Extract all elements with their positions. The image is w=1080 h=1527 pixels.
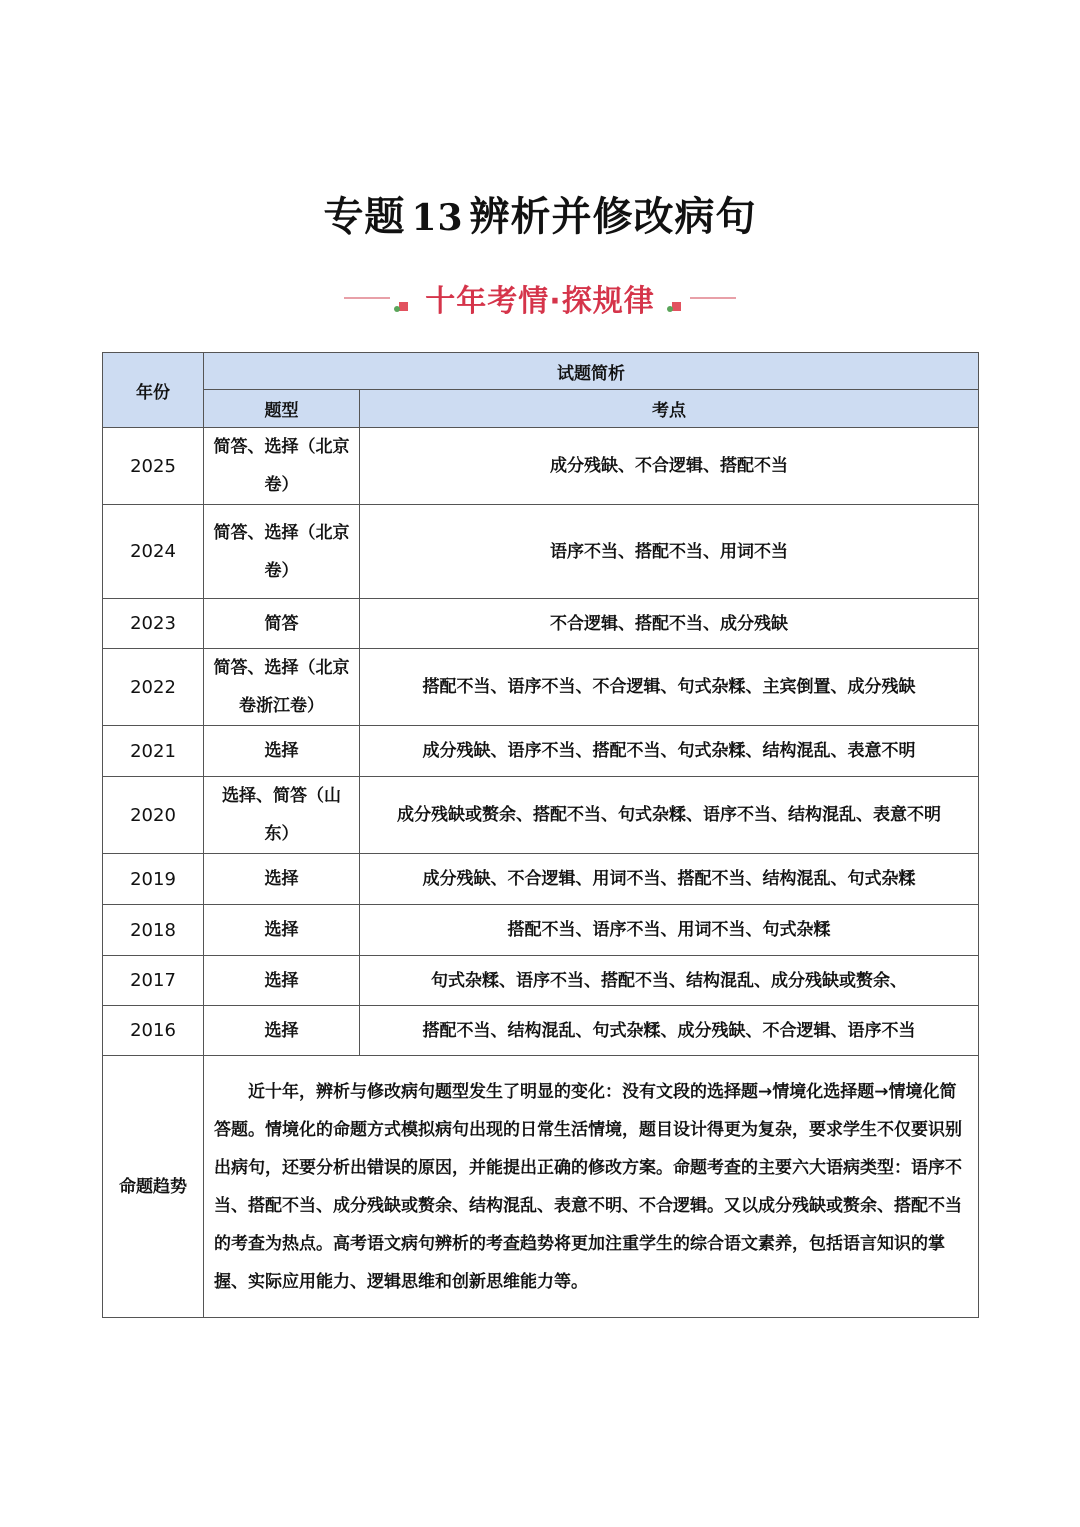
trend-text <box>204 1056 979 1318</box>
divider-right <box>690 297 736 299</box>
flower-icon <box>399 302 408 311</box>
type-cell: 选择、简答（山东） <box>204 777 360 854</box>
year-cell: 2016 <box>103 1006 204 1056</box>
type-cell: 选择 <box>204 726 360 777</box>
table-row <box>103 905 979 956</box>
flower-icon <box>672 302 681 311</box>
year-cell: 2024 <box>103 505 204 599</box>
point-cell: 搭配不当、语序不当、用词不当、句式杂糅 <box>360 905 979 956</box>
point-cell: 搭配不当、结构混乱、句式杂糅、成分残缺、不合逻辑、语序不当 <box>360 1006 979 1056</box>
table-row <box>103 428 979 505</box>
exam-table <box>102 352 979 1318</box>
header-year: 年份 <box>103 353 204 428</box>
title-number: 13 <box>411 197 464 239</box>
trend-row <box>103 1056 979 1318</box>
year-cell: 2020 <box>103 777 204 854</box>
type-cell: 简答、选择（北京卷） <box>204 505 360 599</box>
table-header-row <box>103 353 979 390</box>
divider-left <box>344 297 390 299</box>
table-row <box>103 599 979 649</box>
trend-label: 命题趋势 <box>103 1056 204 1318</box>
year-cell: 2018 <box>103 905 204 956</box>
table-row <box>103 854 979 905</box>
point-cell: 不合逻辑、搭配不当、成分残缺 <box>360 599 979 649</box>
table-row <box>103 726 979 777</box>
year-cell: 2019 <box>103 854 204 905</box>
type-cell: 选择 <box>204 905 360 956</box>
year-cell: 2017 <box>103 956 204 1006</box>
table-row <box>103 1006 979 1056</box>
point-cell: 成分残缺、不合逻辑、搭配不当 <box>360 428 979 505</box>
subtitle-text: 十年考情·探规律 <box>425 284 655 319</box>
year-cell: 2023 <box>103 599 204 649</box>
table-row <box>103 649 979 726</box>
year-cell: 2022 <box>103 649 204 726</box>
type-cell: 简答 <box>204 599 360 649</box>
section-subtitle <box>0 276 1080 320</box>
title-prefix: 专题 <box>323 194 406 240</box>
point-cell: 语序不当、搭配不当、用词不当 <box>360 505 979 599</box>
page-title <box>0 185 1080 242</box>
point-cell: 句式杂糅、语序不当、搭配不当、结构混乱、成分残缺或赘余、 <box>360 956 979 1006</box>
year-cell: 2021 <box>103 726 204 777</box>
point-cell: 成分残缺或赘余、搭配不当、句式杂糅、语序不当、结构混乱、表意不明 <box>360 777 979 854</box>
type-cell: 简答、选择（北京卷浙江卷） <box>204 649 360 726</box>
trend-paragraph: 近十年，辨析与修改病句题型发生了明显的变化：没有文段的选择题→情境化选择题→情境化简答题。情境化的命题方式模拟病句出现的日常生活情境，题目设计得更为复杂，要求学生不仅要识别出病句，还要分析出错误的原因，并能提出正确的修改方案。命题考查的主要六大语病类型：语序不当、搭配不当、成分残缺或赘余、结构混乱、表意不明、不合逻辑。又以成分残缺或赘余、搭配不当的考查为热点。高考语文病句辨析的考查趋势将更加注重学生的综合语文素养，包括语言知识的掌握、实际应用能力、逻辑思维和创新思维能力等。 <box>214 1081 962 1292</box>
header-type: 题型 <box>204 390 360 428</box>
type-cell: 选择 <box>204 1006 360 1056</box>
title-suffix: 辨析并修改病句 <box>469 194 757 240</box>
header-point: 考点 <box>360 390 979 428</box>
point-cell: 成分残缺、不合逻辑、用词不当、搭配不当、结构混乱、句式杂糅 <box>360 854 979 905</box>
point-cell: 搭配不当、语序不当、不合逻辑、句式杂糅、主宾倒置、成分残缺 <box>360 649 979 726</box>
type-cell: 选择 <box>204 956 360 1006</box>
type-cell: 简答、选择（北京卷） <box>204 428 360 505</box>
type-cell: 选择 <box>204 854 360 905</box>
header-analysis: 试题简析 <box>204 353 979 390</box>
table-subheader-row <box>103 390 979 428</box>
point-cell: 成分残缺、语序不当、搭配不当、句式杂糅、结构混乱、表意不明 <box>360 726 979 777</box>
year-cell: 2025 <box>103 428 204 505</box>
table-row <box>103 956 979 1006</box>
table-row <box>103 505 979 599</box>
table-row <box>103 777 979 854</box>
